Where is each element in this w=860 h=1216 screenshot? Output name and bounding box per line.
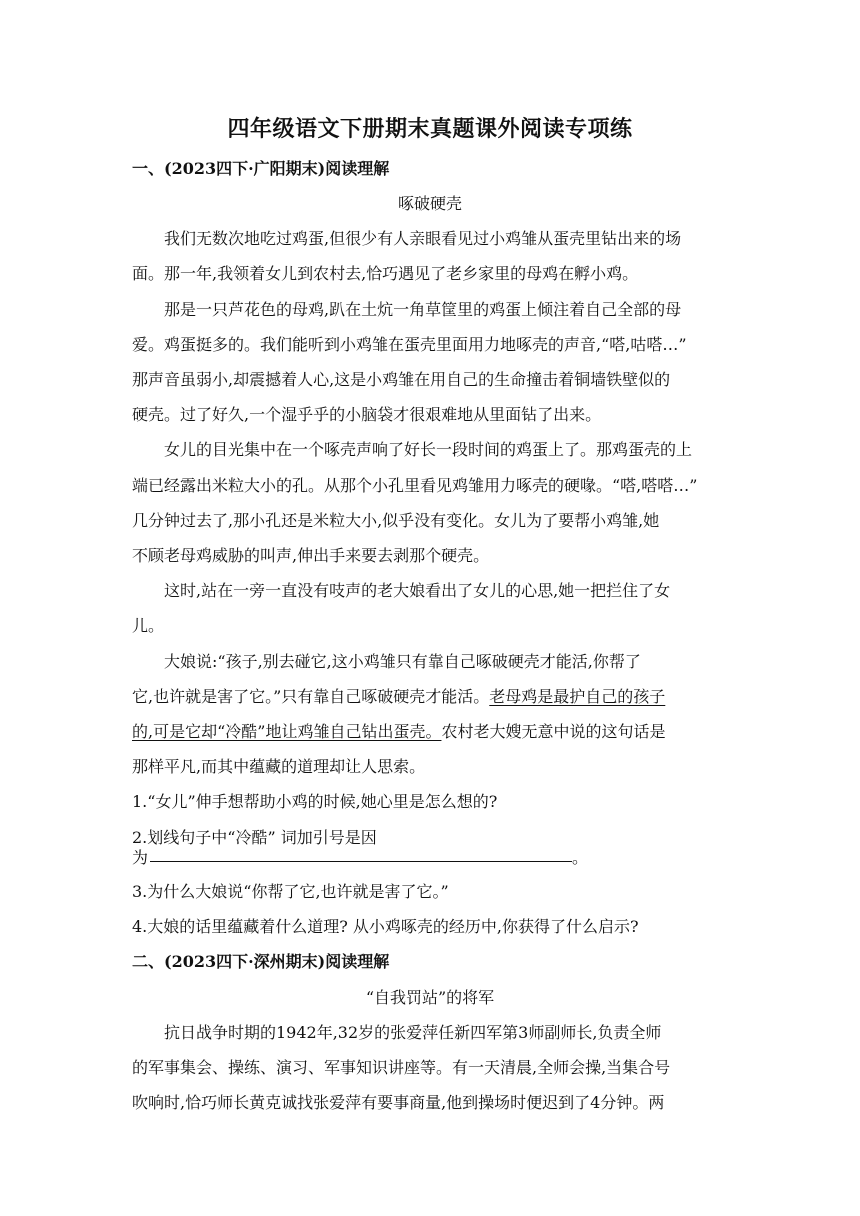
- paragraph-line: 的军事集会、操练、演习、军事知识讲座等。有一天清晨,全师会操,当集合号: [132, 1058, 671, 1077]
- paragraph-line: 女儿的目光集中在一个啄壳声响了好长一段时间的鸡蛋上了。那鸡蛋壳的上: [164, 440, 693, 459]
- underlined-sentence: 的,可是它却“冷酷”地让鸡雏自己钻出蛋壳。: [132, 722, 442, 741]
- answer-blank: [150, 861, 572, 862]
- paragraph-line: 大娘说:“孩子,别去碰它,这小鸡雏只有靠自己啄破硬壳才能活,你帮了: [164, 652, 641, 671]
- passage-1-title: 啄破硬壳: [397, 194, 462, 213]
- paragraph-line: 那是一只芦花色的母鸡,趴在土炕一角草筐里的鸡蛋上倾注着自己全部的母: [164, 300, 682, 319]
- paragraph-text: 它,也许就是害了它。”只有靠自己啄破硬壳才能活。: [132, 687, 490, 706]
- question-2: 2.划线句子中“冷酷” 词加引号是因: [132, 828, 377, 847]
- question-2-continued: [132, 846, 732, 870]
- section-2-heading: 二、(2023四下·深州期末)阅读理解: [132, 952, 390, 971]
- paragraph-line: 抗日战争时期的1942年,32岁的张爱萍任新四军第3师副师长,负责全师: [164, 1023, 662, 1042]
- question-3: 3.为什么大娘说“你帮了它,也许就是害了它。”: [132, 882, 449, 901]
- section-1-heading: 一、(2023四下·广阳期末)阅读理解: [132, 159, 390, 178]
- paragraph-line: 不顾老母鸡威胁的叫声,伸出手来要去剥那个硬壳。: [132, 546, 490, 565]
- paragraph-line: 端已经露出米粒大小的孔。从那个小孔里看见鸡雏用力啄壳的硬喙。“嗒,嗒嗒…”: [132, 476, 698, 495]
- paragraph-text: 农村老大嫂无意中说的这句话是: [441, 722, 666, 741]
- question-2-prefix: 为: [132, 848, 149, 867]
- paragraph-line: 爱。鸡蛋挺多的。我们能听到小鸡雏在蛋壳里面用力地啄壳的声音,“嗒,咕嗒…”: [132, 335, 687, 354]
- question-4: 4.大娘的话里蕴藏着什么道理? 从小鸡啄壳的经历中,你获得了什么启示?: [132, 917, 639, 936]
- paragraph-line: [132, 685, 732, 709]
- paragraph-line: 儿。: [132, 616, 165, 635]
- paragraph-line: 那样平凡,而其中蕴藏的道理却让人思索。: [132, 757, 426, 776]
- paragraph-line: 面。那一年,我领着女儿到农村去,恰巧遇见了老乡家里的母鸡在孵小鸡。: [132, 264, 639, 283]
- paragraph-line: 硬壳。过了好久,一个湿乎乎的小脑袋才很艰难地从里面钻了出来。: [132, 405, 602, 424]
- page-title: 四年级语文下册期末真题课外阅读专项练: [227, 116, 633, 142]
- paragraph-line: 吹响时,恰巧师长黄克诚找张爱萍有要事商量,他到操场时便迟到了4分钟。两: [132, 1093, 665, 1112]
- paragraph-line: 几分钟过去了,那小孔还是米粒大小,似乎没有变化。女儿为了要帮小鸡雏,她: [132, 511, 660, 530]
- paragraph-line: 那声音虽弱小,却震撼着人心,这是小鸡雏在用自己的生命撞击着铜墙铁壁似的: [132, 370, 671, 389]
- paragraph-line: [132, 720, 732, 744]
- passage-2-title: “自我罚站”的将军: [365, 988, 495, 1007]
- paragraph-line: 我们无数次地吃过鸡蛋,但很少有人亲眼看见过小鸡雏从蛋壳里钻出来的场: [164, 229, 682, 248]
- underlined-sentence: 老母鸡是最护自己的孩子: [489, 687, 666, 706]
- question-1: 1.“女儿”伸手想帮助小鸡的时候,她心里是怎么想的?: [132, 792, 498, 811]
- paragraph-line: 这时,站在一旁一直没有吱声的老大娘看出了女儿的心思,她一把拦住了女: [164, 581, 671, 600]
- question-2-end: 。: [572, 848, 589, 867]
